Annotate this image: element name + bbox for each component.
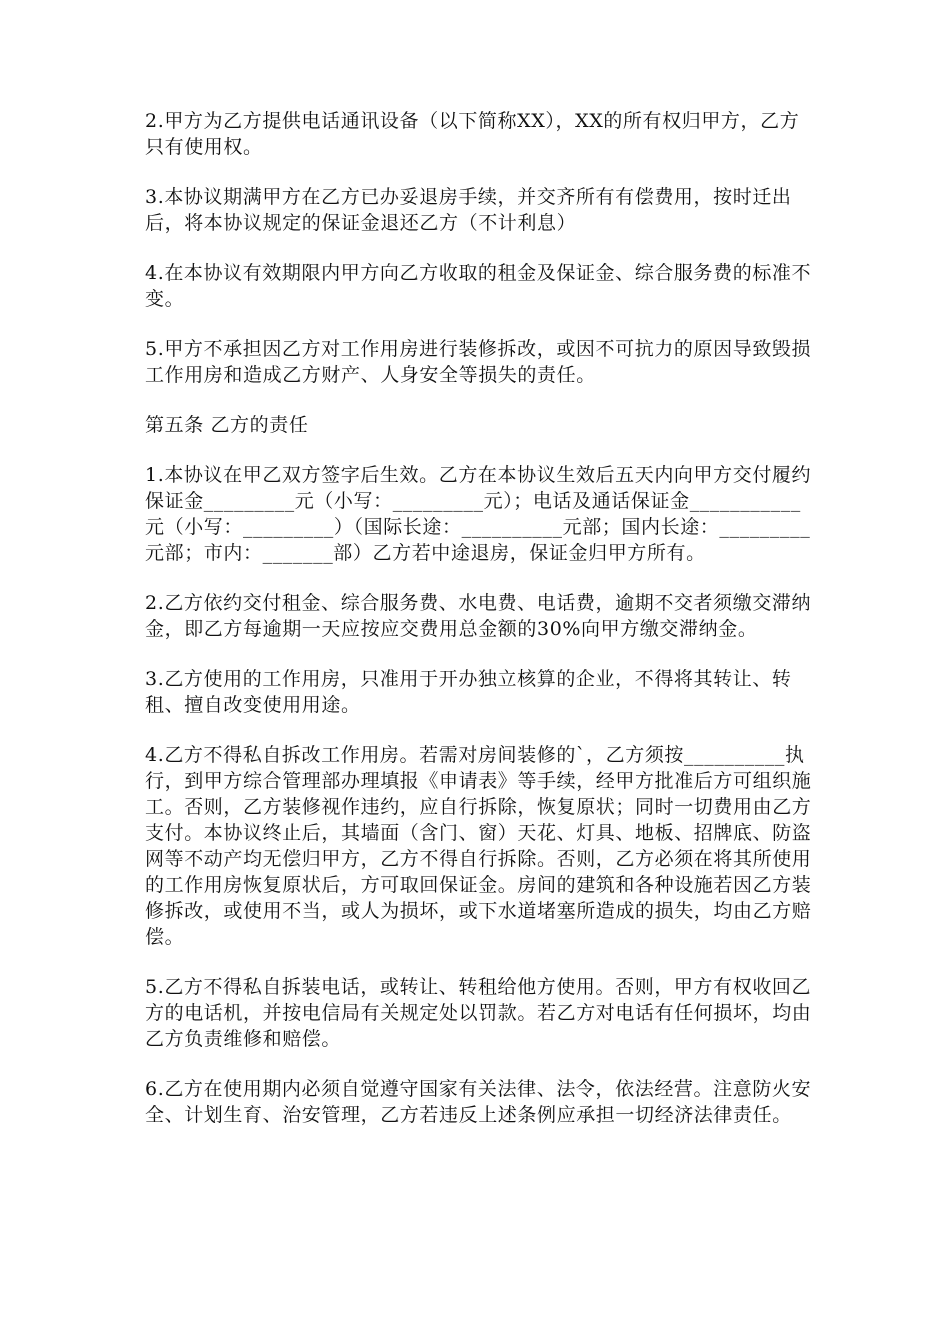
clause-paragraph: 1.本协议在甲乙双方签字后生效。乙方在本协议生效后五天内向甲方交付履约保证金_________元（小写：_________元）；电话及通话保证金___________元（小写：_________）（国际长途：__________元部；国内长途：_________元部；市内：_______部）乙方若中途退房，保证金归甲方所有。: [145, 464, 812, 564]
clause-paragraph: 6.乙方在使用期内必须自觉遵守国家有关法律、法令，依法经营。注意防火安全、计划生育、治安管理，乙方若违反上述条例应承担一切经济法律责任。: [145, 1078, 812, 1126]
clause-paragraph: 2.甲方为乙方提供电话通讯设备（以下简称XX），XX的所有权归甲方，乙方只有使用权。: [145, 110, 800, 158]
clause-paragraph: 3.本协议期满甲方在乙方已办妥退房手续，并交齐所有有偿费用，按时迁出后，将本协议规定的保证金退还乙方（不计利息）: [145, 186, 792, 234]
section-heading: 第五条 乙方的责任: [145, 414, 309, 436]
clause-paragraph: 4.在本协议有效期限内甲方向乙方收取的租金及保证金、综合服务费的标准不变。: [145, 262, 812, 310]
document-page: [145, 108, 813, 1152]
clause-paragraph: 5.乙方不得私自拆装电话，或转让、转租给他方使用。否则，甲方有权收回乙方的电话机，并按电信局有关规定处以罚款。若乙方对电话有任何损坏，均由乙方负责维修和赔偿。: [145, 976, 812, 1050]
clause-paragraph: 4.乙方不得私自拆改工作用房。若需对房间装修的`，乙方须按__________执行，到甲方综合管理部办理填报《申请表》等手续，经甲方批准后方可组织施工。否则，乙方装修视作违约，应自行拆除，恢复原状；同时一切费用由乙方支付。本协议终止后，其墙面（含门、窗）天花、灯具、地板、招牌底、防盗网等不动产均无偿归甲方，乙方不得自行拆除。否则，乙方必须在将其所使用的工作用房恢复原状后，方可取回保证金。房间的建筑和各种设施若因乙方装修拆改，或使用不当，或人为损坏，或下水道堵塞所造成的损失，均由乙方赔偿。: [145, 744, 812, 948]
clause-paragraph: 2.乙方依约交付租金、综合服务费、水电费、电话费，逾期不交者须缴交滞纳金，即乙方每逾期一天应按应交费用总金额的30%向甲方缴交滞纳金。: [145, 592, 812, 640]
clause-paragraph: 5.甲方不承担因乙方对工作用房进行装修拆改，或因不可抗力的原因导致毁损工作用房和造成乙方财产、人身安全等损失的责任。: [145, 338, 812, 386]
clause-paragraph: 3.乙方使用的工作用房，只准用于开办独立核算的企业，不得将其转让、转租、擅自改变使用用途。: [145, 668, 792, 716]
